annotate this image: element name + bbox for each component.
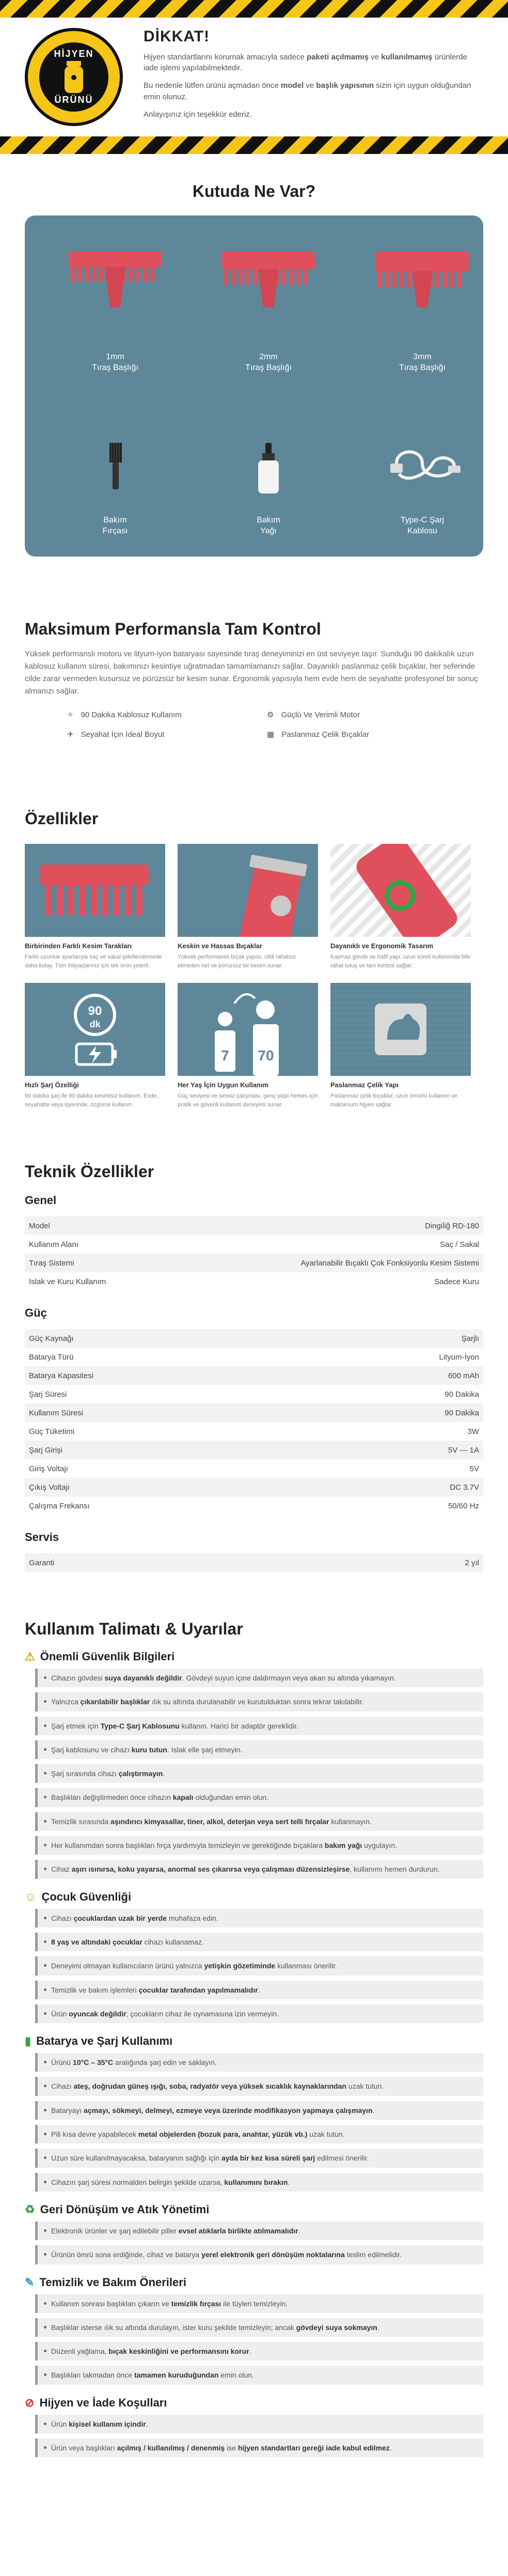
guide-list-item: Temizlik sırasında aşındırıcı kimyasallar, tiner, alkol, deterjan veya sert telli fırçalar kullanmayın. [35,1812,483,1831]
specs-table [25,1194,483,1572]
svg-text:70: 70 [258,1047,274,1063]
guide-list-item: Ürünün ömrü sona erdiğinde, cihaz ve batarya yerel elektronik geri dönüşüm noktalarına teslim edilmelidir. [35,2245,483,2264]
guide-section-title: ☺ Çocuk Güvenliği [25,1890,132,1903]
design-image [330,844,471,937]
oil-bottle-icon [255,443,282,495]
grid-icon: ▦ [267,730,275,739]
guide-list-item: Deneyimi olmayan kullanıcıların ürünü yalnızca yetişkin gözetiminde kullanması önerilir. [35,1956,483,1975]
age-image [178,983,318,1076]
box-contents-panel [25,215,483,557]
blade-image [178,844,318,937]
performance-section [0,620,508,739]
guide-section-title: ⚠ Önemli Güvenlik Bilgileri [25,1650,175,1663]
svg-text:dk: dk [89,1019,101,1029]
box-item-brush: Bakım Fırçası [102,516,128,535]
guide-list-item: Ürün kişisel kullanım içindir. [35,2415,483,2433]
svg-text:7: 7 [221,1047,229,1063]
warning-p2: Bu nedenle lütfen ürünü açmadan önce model ve başlık yapısının sizin için uygun olduğundan emin olunuz. [144,81,471,101]
box-contents-title: Kutuda Ne Var? [192,182,316,200]
feature-battery: ✧ 90 Dakika Kablosuz Kullanım [67,710,182,719]
warning-banner [0,18,508,136]
guide-list-item: Şarj etmek için Type-C Şarj Kablosunu kullanın. Harici bir adaptör gereklidir. [35,1717,483,1735]
section-icon: ✎ [25,2275,35,2289]
spec-group-title: Servis [25,1531,59,1544]
guide-list-item: Şarj sırasında cihazı çalıştırmayın. [35,1764,483,1783]
usb-cable-icon [386,443,464,495]
spec-row: Çıkış Voltajı DC 3.7V [25,1478,483,1497]
combs-image [25,844,165,937]
specs-title: Teknik Özellikler [25,1162,154,1181]
spec-row: Batarya Kapasitesi 600 mAh [25,1366,483,1385]
badge-bottom-text: ÜRÜNÜ [54,95,93,105]
guide-section-title: ⊘ Hijyen ve İade Koşulları [25,2396,167,2409]
section-icon: ☺ [25,1890,37,1903]
spec-row: Islak ve Kuru Kullanım Sadece Kuru [29,1277,479,1286]
spec-row: Kullanım Süresi 90 Dakika [25,1403,483,1422]
guide-list-item: Cihazı ateş, doğrudan güneş ışığı, soba, radyatör veya yüksek sıcaklık kaynaklarından uzak tutun. [35,2077,483,2095]
spec-row: Güç Tüketimi 3W [29,1427,479,1436]
spec-row: Tıraş Sistemi Ayarlanabilir Bıçaklı Çok Fonksiyonlu Kesim Sistemi [25,1254,483,1272]
spec-row: Şarj Girişi 5V — 1A [25,1441,483,1459]
spec-group-title: Güç [25,1306,47,1319]
spec-row: Kullanım Alanı Saç / Sakal [29,1240,479,1249]
features-title: Özellikler [25,809,99,828]
feature-motor: ⚙ Güçlü Ve Verimli Motor [267,710,360,719]
guide-title: Kullanım Talimatı & Uyarılar [25,1619,243,1638]
box-item-2mm: 2mm Tıraş Başlığı [245,352,292,372]
guide-list-item: Temizlik ve bakım işlemleri çocuklar tarafından yapılmamalıdır. [35,1981,483,1999]
svg-text:90: 90 [88,1004,102,1018]
guide-list-item: Pili kısa devre yapabilecek metal objelerden (bozuk para, anahtar, yüzük vb.) uzak tutun. [35,2125,483,2143]
guide-list-item: Cihazın gövdesi suya dayanıklı değildir. Gövdeyi suyun içine daldırmayın veya akan su altında yıkamayın. [35,1669,483,1687]
comb-2mm-icon [222,252,315,308]
guide-list-item: Cihazı çocuklardan uzak bir yerde muhafaza edin. [35,1909,483,1927]
box-item-3mm: 3mm Tıraş Başlığı [399,352,446,372]
section-icon: ♻ [25,2202,35,2216]
guide-list-item: Elektronik ürünler ve şarj edilebilir piller evsel atıklarla birlikte atılmamalıdır. [35,2222,483,2240]
comb-3mm-icon [376,252,469,308]
guide-list-item: Düzenli yağlama, bıçak keskinliğini ve performansını korur. [35,2342,483,2361]
feature-card: 7 70 Her Yaş İçin Uygun Kullanım Güç seviyesi ve sessiz çalışması, genç yaşlı herkes için pratik ve güvenli kullanım deneyimi sunar. [178,983,318,1116]
guide-list-item: Bataryayı açmayı, sökmeyi, delmeyi, ezmeye veya üzerinde modifikasyon yapmaya çalışmayın. [35,2101,483,2120]
spec-row: Giriş Voltajı 5V [29,1464,479,1473]
fast-charge-image [25,983,165,1076]
guide-section-title: ▮ Batarya ve Şarj Kullanımı [25,2034,173,2048]
comb-1mm-icon [69,252,162,308]
hygiene-badge [25,28,123,126]
guide-list-item: Cihaz aşırı ısınırsa, koku yayarsa, anormal ses çıkarırsa veya çalışması düzensizleşirse, kullanımı hemen durdurun. [35,1860,483,1878]
section-icon: ⊘ [25,2396,35,2409]
feature-card: Birbirinden Farklı Kesim Tarakları Farklı uzunluk ayarlarıyla saç ve sakal şekillendirmede daha kolay. Tüm ihtiyaçlarınız için tek ürün yeterli. [25,844,165,977]
steel-image [330,983,471,1076]
guide-list-item: Uzun süre kullanılmayacaksa, bataryanın sağlığı için ayda bir kez kısa süreli şarj edilmesi önerilir. [35,2149,483,2167]
warning-p1: Hijyen standartlarını korumak amacıyla sadece paketi açılmamış ve kullanılmamış ürünlerde iade işlemi yapılabilmektedir. [144,52,468,73]
box-item-cable: Type-C Şarj Kablosu [400,516,444,535]
spec-row: Güç Kaynağı Şarjlı [25,1329,483,1348]
trimmer-icon [61,61,86,95]
spec-row: Garanti 2 yıl [25,1553,483,1572]
guide-list-item: Yalnızca çıkarılabilir başlıklar ılık su altında durulanabilir ve kurutulduktan sonra tekrar takılabilir. [35,1692,483,1711]
guide-list-item: Başlıkları takmadan önce tamamen kuruduğundan emin olun. [35,2366,483,2384]
guide-sections [25,1650,483,2457]
guide-list-item: Ürünü 10°C – 35°C aralığında şarj edin ve saklayın. [35,2053,483,2072]
feature-travel: ✈ Seyahat İçin İdeal Boyut [67,730,165,739]
performance-text: Yüksek performanslı motoru ve lityum-iyon bataryası sayesinde tıraş deneyiminizi en üst seviyeye taşır. Sunduğu 90 dakikalık uzun kablosuz kullanım süresi, bakımınızı kesintiye uğratmadan tamamlamanızı sağlar. Dayanıklı paslanmaz çelik bıçaklar, her seferinde cilde zarar vermeden kusursuz ve pürüzsüz bir kesim sunar. Ergonomik yapısıyla hem evde hem de seyahatte profesyonel bir sonuç almanızı sağlar. [25,650,478,696]
spec-group-title: Genel [25,1194,57,1207]
guide-list-item: Kullanım sonrası başlıkları çıkarın ve temizlik fırçası ile tüyleri temizleyin. [35,2294,483,2313]
guide-list-item: Başlıkları değiştirmeden önce cihazın kapalı olduğundan emin olun. [35,1788,483,1807]
guide-section-title: ✎ Temizlik ve Bakım Önerileri [25,2275,186,2289]
hazard-stripe-top [0,0,508,18]
performance-features [67,710,467,739]
feature-card: Keskin ve Hassas Bıçaklar Yüksek performanslı bıçak yapısı, cildi rahatsız etmeden net ve pürüzsüz bir kesim sunar. [178,844,318,977]
warning-text [144,28,483,127]
badge-top-text: HİJYEN [54,49,94,59]
guide-list-item: Başlıklar isterse ılık su altında durulayın, ister kuru şekilde temizleyin; ancak gövdeyi suya sokmayın. [35,2318,483,2337]
warning-title: DİKKAT! [144,27,210,45]
guide-list-item: Ürün oyuncak değildir; çocukların cihaz ile oynamasına izin vermeyin. [35,2004,483,2023]
guide-list-item: Her kullanımdan sonra başlıkları fırça yardımıyla temizleyin ve gerektiğinde bıçaklara bakım yağı uygulayın. [35,1836,483,1855]
spec-row: Batarya Türü Lityum-İyon [29,1352,479,1362]
section-icon: ⚠ [25,1650,35,1663]
spec-row: Model Dingiliğ RD-180 [25,1216,483,1235]
section-icon: ▮ [25,2034,31,2048]
feature-card: Dayanıklı ve Ergonomik Tasarım Kaymaz gövde ve hafif yapı, uzun süreli kullanımda bile rahat tutuş ve tam kontrol sağlar. [330,844,471,977]
features-grid [25,844,483,1116]
hazard-stripe-bottom [0,136,508,154]
brush-icon [106,443,125,489]
guide-list-item: Şarj kablosunu ve cihazı kuru tutun. Islak elle şarj etmeyin. [35,1740,483,1759]
performance-title: Maksimum Performansla Tam Kontrol [25,620,321,638]
spec-row: Şarj Süresi 90 Dakika [29,1390,479,1399]
feature-card: Paslanmaz Çelik Yapı Paslanmaz çelik bıçaklar, uzun ömürlü kullanım ve maksimum hijyen sağlar. [330,983,471,1116]
guide-list-item: Cihazın şarj süresi normalden belirgin şekilde uzarsa, kullanımını bırakın. [35,2173,483,2192]
gear-icon: ⚙ [267,711,274,719]
spec-row: Çalışma Frekansı 50/60 Hz [29,1501,479,1510]
box-item-1mm: 1mm Tıraş Başlığı [92,352,138,372]
sparkle-icon: ✧ [67,711,74,719]
plane-icon: ✈ [67,730,74,739]
guide-list-item: Ürün veya başlıkları açılmış / kullanılmış / denenmiş ise hijyen standartları gereği iade kabul edilmez. [35,2439,483,2457]
feature-steel: ▦ Paslanmaz Çelik Bıçaklar [267,730,370,739]
warning-p3: Anlayışınız için teşekkür ederiz. [144,110,252,119]
guide-section-title: ♻ Geri Dönüşüm ve Atık Yönetimi [25,2202,210,2216]
guide-list-item: 8 yaş ve altındaki çocuklar cihazı kullanamaz. [35,1933,483,1951]
feature-card: 90 dk Hızlı Şarj Özelliği 90 dakika şarj ile 90 dakika kesintisiz kullanım. Evde, seyahatte veya işyerinde, özgürce kullanın. [25,983,165,1116]
box-item-oil: Bakım Yağı [257,516,280,535]
